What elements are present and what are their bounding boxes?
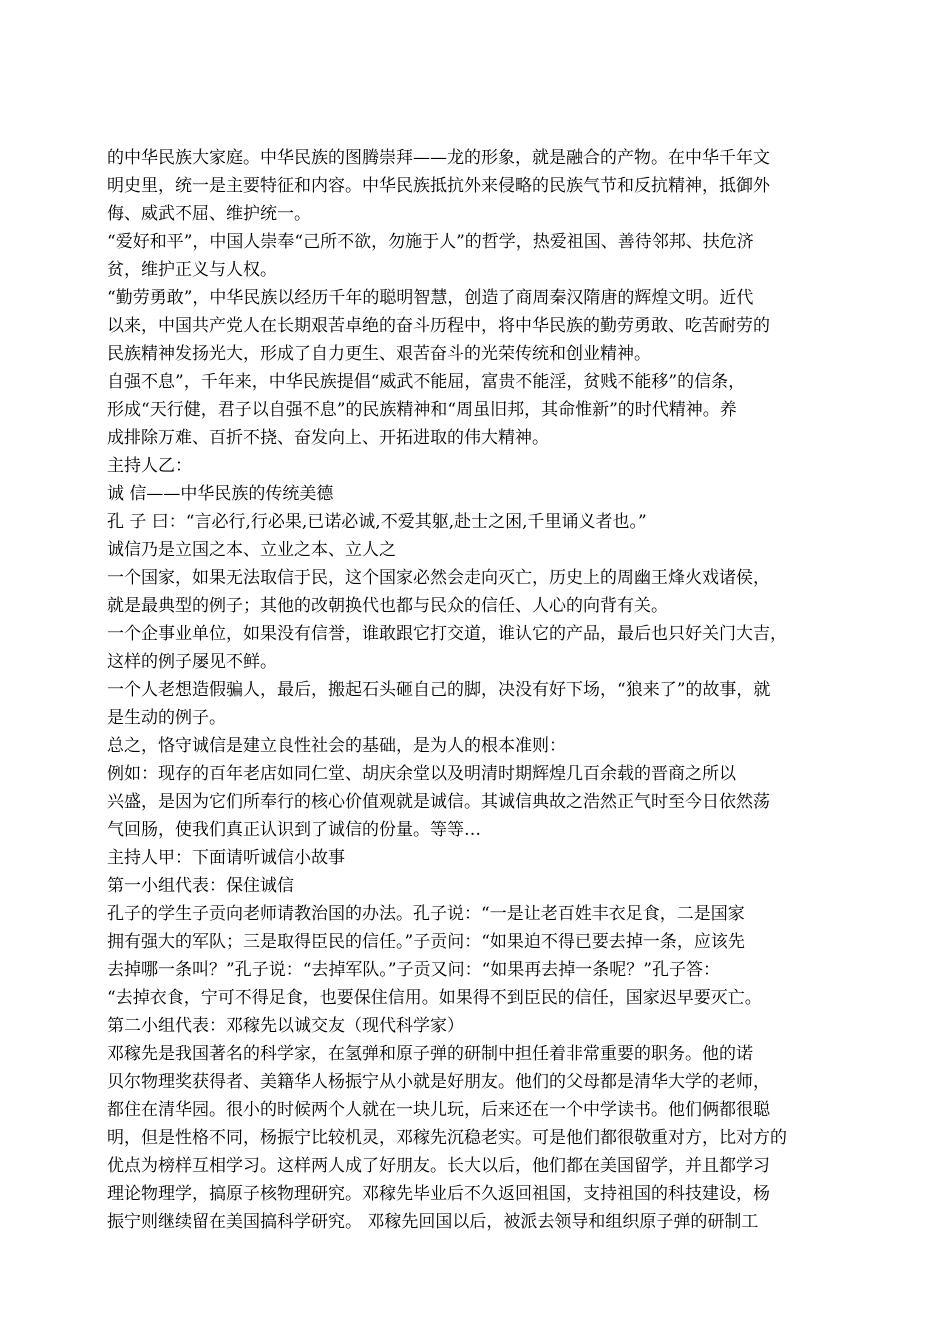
text-line: 贫，维护正义与人权。 [107, 260, 277, 280]
speaker-label: 主持人乙： [107, 456, 192, 476]
text-line: 这样的例子屡见不鲜。 [107, 652, 277, 672]
section-heading: 诚 信——中华民族的传统美德 [107, 484, 334, 504]
text-line: 振宁则继续留在美国搞科学研究。 邓稼先回国以后，被派去领导和组织原子弹的研制工 [107, 1212, 759, 1232]
text-line: 形成“天行健，君子以自强不息”的民族精神和“周虽旧邦，其命惟新”的时代精神。养 [107, 400, 737, 420]
text-line: 都住在清华园。很小的时候两个人就在一块儿玩，后来还在一个中学读书。他们俩都很聪 [107, 1100, 770, 1120]
text-line: 诚信乃是立国之本、立业之本、立人之 [107, 540, 396, 560]
text-line: 就是最典型的例子；其他的改朝换代也都与民众的信任、人心的向背有关。 [107, 596, 668, 616]
text-line: 孔子的学生子贡向老师请教治国的办法。孔子说：“一是让老百姓丰衣足食，二是国家 [107, 904, 745, 924]
document-body [107, 144, 849, 1264]
text-line: 民族精神发扬光大，形成了自力更生、艰苦奋斗的光荣传统和创业精神。 [107, 344, 651, 364]
text-line: 侮、威武不屈、维护统一。 [107, 204, 311, 224]
story-heading: 第二小组代表：邓稼先以诚交友（现代科学家） [107, 1016, 464, 1036]
text-line: 贝尔物理奖获得者、美籍华人杨振宁从小就是好朋友。他们的父母都是清华大学的老师， [107, 1072, 770, 1092]
text-line: 一个人老想造假骗人，最后，搬起石头砸自己的脚，决没有好下场，“狼来了”的故事，就 [107, 680, 771, 700]
text-line: 总之，恪守诚信是建立良性社会的基础，是为人的根本准则： [107, 736, 566, 756]
text-line [107, 1236, 849, 1264]
text-line: 兴盛，是因为它们所奉行的核心价值观就是诚信。其诚信典故之浩然正气时至今日依然荡 [107, 792, 770, 812]
text-line: 的中华民族大家庭。中华民族的图腾崇拜——龙的形象，就是融合的产物。在中华千年文 [107, 148, 770, 168]
story-heading: 第一小组代表：保住诚信 [107, 876, 294, 896]
text-line: 自强不息”，千年来，中华民族提倡“威武不能屈，富贵不能淫，贫贱不能移”的信条， [107, 372, 746, 392]
text-line: 例如：现存的百年老店如同仁堂、胡庆余堂以及明清时期辉煌几百余载的晋商之所以 [107, 764, 736, 784]
text-line: 以来，中国共产党人在长期艰苦卓绝的奋斗历程中，将中华民族的勤劳勇敢、吃苦耐劳的 [107, 316, 770, 336]
text-line: “勤劳勇敢”，中华民族以经历千年的聪明智慧，创造了商周秦汉隋唐的辉煌文明。近代 [107, 288, 754, 308]
text-line: 去掉哪一条叫？”孔子说：“去掉军队。”子贡又问：“如果再去掉一条呢？”孔子答： [107, 960, 720, 980]
quote-line: 孔 子 曰：“言必行,行必果,已诺必诚,不爱其躯,赴士之困,千里诵义者也。” [107, 512, 647, 532]
text-line: “去掉衣食，宁可不得足食，也要保住信用。如果得不到臣民的信任，国家迟早要灭亡。 [107, 988, 762, 1008]
text-line: 明史里，统一是主要特征和内容。中华民族抵抗外来侵略的民族气节和反抗精神，抵御外 [107, 176, 770, 196]
text-line: 成排除万难、百折不挠、奋发向上、开拓进取的伟大精神。 [107, 428, 549, 448]
text-line: 优点为榜样互相学习。这样两人成了好朋友。长大以后，他们都在美国留学，并且都学习 [107, 1156, 770, 1176]
text-line: 是生动的例子。 [107, 708, 226, 728]
text-line: 气回肠，使我们真正认识到了诚信的份量。等等… [107, 820, 481, 840]
text-line: 拥有强大的军队；三是取得臣民的信任。”子贡问：“如果迫不得已要去掉一条，应该先 [107, 932, 745, 952]
text-line: 明，但是性格不同，杨振宁比较机灵，邓稼先沉稳老实。可是他们都很敬重对方，比对方的 [107, 1128, 787, 1148]
speaker-label: 主持人甲：下面请听诚信小故事 [107, 848, 345, 868]
text-line: 一个企事业单位，如果没有信誉，谁敢跟它打交道，谁认它的产品，最后也只好关门大吉， [107, 624, 787, 644]
text-line: 邓稼先是我国著名的科学家，在氢弹和原子弹的研制中担任着非常重要的职务。他的诺 [107, 1044, 753, 1064]
text-line: “爱好和平”，中国人崇奉“己所不欲，勿施于人”的哲学，热爱祖国、善待邻邦、扶危济 [107, 232, 754, 252]
text-line: 一个国家，如果无法取信于民，这个国家必然会走向灭亡，历史上的周幽王烽火戏诸侯， [107, 568, 770, 588]
text-line: 理论物理学，搞原子核物理研究。邓稼先毕业后不久返回祖国，支持祖国的科技建设，杨 [107, 1184, 770, 1204]
